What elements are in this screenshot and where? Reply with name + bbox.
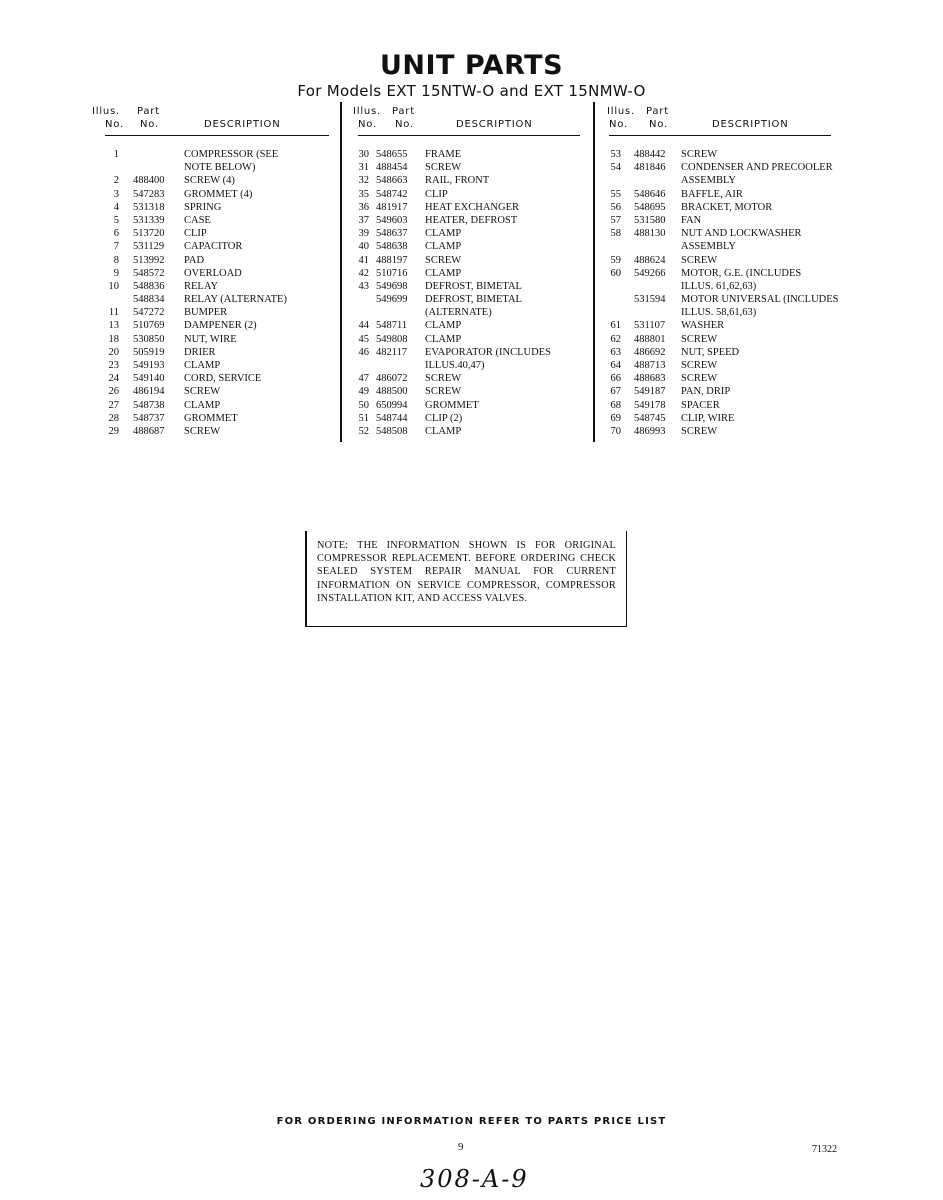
- parts-column-2: [353, 106, 580, 438]
- page-subtitle: For Models EXT 15NTW-O and EXT 15NMW-O: [297, 82, 646, 100]
- part-number: 548737: [133, 412, 165, 424]
- table-row: [105, 227, 329, 240]
- part-description: DEFROST, BIMETAL: [425, 294, 522, 306]
- part-number: 510769: [133, 320, 165, 332]
- part-number: 650994: [376, 399, 408, 411]
- part-description: SCREW: [425, 386, 462, 398]
- parts-column-1: [92, 106, 329, 438]
- table-row: [105, 425, 329, 438]
- part-number: 548638: [376, 241, 408, 253]
- part-number: 549266: [634, 267, 666, 279]
- illus-number: 52: [358, 425, 369, 437]
- part-description: CLAMP: [184, 360, 221, 371]
- table-row: [105, 214, 329, 227]
- table-row: [609, 319, 831, 332]
- illus-number: 4: [113, 201, 119, 213]
- table-row: [358, 267, 580, 280]
- part-number: 482117: [376, 346, 408, 358]
- part-number: 549187: [634, 386, 666, 398]
- table-row: [105, 306, 329, 319]
- part-description: NUT, SPEED: [681, 346, 740, 358]
- illus-number: 50: [358, 399, 369, 411]
- illus-number: 45: [358, 333, 369, 345]
- illus-number: 68: [610, 399, 621, 411]
- document-code: 71322: [812, 1144, 837, 1155]
- illus-number: 41: [358, 254, 369, 266]
- parts-column-3: [607, 106, 839, 438]
- part-number: 548834: [133, 294, 165, 306]
- table-row: [105, 148, 329, 161]
- table-row: [105, 188, 329, 201]
- table-row: [105, 359, 329, 372]
- table-row: [609, 399, 831, 412]
- illus-number: 20: [108, 346, 119, 358]
- part-description: NOTE BELOW): [184, 162, 256, 174]
- part-description: BRACKET, MOTOR: [681, 201, 773, 213]
- part-number: 531580: [634, 214, 666, 226]
- table-row: [609, 227, 831, 240]
- illus-no-header: No.: [105, 119, 125, 130]
- part-description: RAIL, FRONT: [425, 175, 490, 187]
- part-description: CLAMP: [184, 399, 221, 411]
- part-description: SCREW: [681, 254, 718, 266]
- part-description: CLAMP: [425, 267, 462, 279]
- illus-number: 10: [108, 280, 119, 292]
- description-header: DESCRIPTION: [712, 119, 789, 130]
- part-number: 549603: [376, 214, 408, 226]
- part-description: HEATER, DEFROST: [425, 214, 518, 226]
- table-row: [105, 293, 329, 306]
- part-description: SCREW: [681, 149, 718, 160]
- part-description: SCREW: [425, 162, 462, 174]
- parts-list: [609, 148, 839, 438]
- part-description: MOTOR, G.E. (INCLUDES: [681, 267, 802, 279]
- table-row: [105, 280, 329, 293]
- table-row: [358, 372, 580, 385]
- page-number: 9: [458, 1141, 464, 1153]
- table-row: [105, 372, 329, 385]
- part-number: 481846: [634, 162, 666, 174]
- part-description: (ALTERNATE): [425, 307, 492, 319]
- part-no-header: No.: [395, 119, 415, 130]
- table-row: [609, 267, 831, 280]
- part-number: 548663: [376, 175, 408, 187]
- illus-number: 57: [610, 214, 621, 226]
- part-description: CLAMP: [425, 333, 462, 345]
- parts-list: [105, 148, 329, 438]
- part-description: CLIP: [184, 228, 207, 240]
- part-description: PAD: [184, 254, 205, 266]
- part-number: 548836: [133, 280, 165, 292]
- table-row: [358, 359, 580, 372]
- illus-number: 53: [610, 149, 621, 160]
- part-number: 513720: [133, 228, 165, 240]
- part-number: 548711: [376, 320, 408, 332]
- illus-number: 63: [610, 346, 621, 358]
- table-row: [358, 188, 580, 201]
- illus-number: 23: [108, 360, 119, 371]
- part-number: 549193: [133, 360, 165, 371]
- illus-number: 49: [358, 386, 369, 398]
- table-row: [358, 161, 580, 174]
- part-description: SCREW: [681, 360, 718, 371]
- part-number: 486692: [634, 346, 666, 358]
- part-description: DEFROST, BIMETAL: [425, 280, 522, 292]
- table-row: [105, 174, 329, 187]
- table-row: [358, 399, 580, 412]
- illus-number: 56: [610, 201, 621, 213]
- parts-list: [358, 148, 580, 438]
- part-number: 549140: [133, 373, 165, 385]
- part-number: 548695: [634, 201, 666, 213]
- part-number: 486993: [634, 425, 666, 437]
- illus-number: 6: [113, 228, 119, 240]
- part-description: SCREW (4): [184, 175, 235, 187]
- part-number: 488624: [634, 254, 666, 266]
- illus-number: 29: [108, 425, 119, 437]
- part-number: 548745: [634, 412, 666, 424]
- part-description: DAMPENER (2): [184, 320, 257, 332]
- illus-number: 27: [108, 399, 119, 411]
- illus-number: 7: [113, 241, 119, 253]
- part-description: SCREW: [184, 425, 221, 437]
- table-row: [358, 385, 580, 398]
- part-description: CONDENSER AND PRECOOLER: [681, 162, 833, 174]
- table-row: [105, 319, 329, 332]
- part-description: NUT AND LOCKWASHER: [681, 228, 802, 240]
- part-description: EVAPORATOR (INCLUDES: [425, 346, 551, 358]
- table-row: [609, 359, 831, 372]
- illus-number: 67: [610, 386, 621, 398]
- illus-number: 35: [358, 188, 369, 200]
- part-number: 548738: [133, 399, 165, 411]
- illus-number: 40: [358, 241, 369, 253]
- illus-number: 44: [358, 320, 369, 332]
- illus-no-header: No.: [609, 119, 629, 130]
- illus-number: 31: [358, 162, 369, 174]
- table-row: [105, 161, 329, 174]
- part-description: PAN, DRIP: [681, 386, 731, 398]
- illus-number: 3: [113, 188, 119, 200]
- part-number: 531107: [634, 320, 666, 332]
- page-title: UNIT PARTS: [379, 50, 564, 81]
- table-row: [358, 425, 580, 438]
- table-row: [609, 240, 831, 253]
- illus-number: 51: [358, 412, 369, 424]
- part-number: 531339: [133, 214, 165, 226]
- illus-number: 58: [610, 228, 621, 240]
- part-description: CASE: [184, 214, 211, 226]
- table-row: [105, 267, 329, 280]
- illus-number: 64: [610, 360, 621, 371]
- part-description: CLAMP: [425, 241, 462, 253]
- part-number: 548646: [634, 188, 666, 200]
- part-number: 505919: [133, 346, 165, 358]
- illus-number: 70: [610, 425, 621, 437]
- part-number: 488500: [376, 386, 408, 398]
- table-row: [358, 306, 580, 319]
- part-description: NUT, WIRE: [184, 333, 237, 345]
- part-number: 547272: [133, 307, 165, 319]
- table-row: [358, 333, 580, 346]
- illus-number: 36: [358, 201, 369, 213]
- part-number: 549808: [376, 333, 408, 345]
- part-number: 531129: [133, 241, 165, 253]
- column-divider: [593, 102, 595, 442]
- part-description: SPACER: [681, 399, 720, 411]
- part-description: ILLUS. 58,61,63): [681, 307, 757, 319]
- part-number: 488454: [376, 162, 408, 174]
- part-number: 513992: [133, 254, 165, 266]
- part-header: Part: [646, 106, 669, 117]
- part-description: HEAT EXCHANGER: [425, 201, 520, 213]
- table-row: [105, 346, 329, 359]
- part-number: 488687: [133, 425, 165, 437]
- part-description: BAFFLE, AIR: [681, 188, 743, 200]
- table-row: [609, 161, 831, 174]
- table-row: [358, 346, 580, 359]
- part-number: 486072: [376, 373, 408, 385]
- part-number: 548508: [376, 425, 408, 437]
- table-row: [609, 306, 831, 319]
- part-description: CORD, SERVICE: [184, 373, 262, 385]
- illus-no-header: No.: [358, 119, 378, 130]
- part-number: 488130: [634, 228, 666, 240]
- part-number: 488683: [634, 373, 666, 385]
- part-description: RELAY (ALTERNATE): [184, 294, 287, 306]
- part-description: CLIP (2): [425, 412, 463, 424]
- part-description: WASHER: [681, 320, 725, 332]
- table-row: [609, 280, 831, 293]
- illus-number: 2: [113, 175, 119, 187]
- part-no-header: No.: [140, 119, 160, 130]
- part-description: ILLUS. 61,62,63): [681, 280, 757, 292]
- part-header: Part: [392, 106, 415, 117]
- part-description: GROMMET: [425, 399, 479, 411]
- table-row: [609, 346, 831, 359]
- part-description: CLIP, WIRE: [681, 412, 735, 424]
- part-number: 510716: [376, 267, 408, 279]
- part-description: SCREW: [425, 373, 462, 385]
- table-row: [609, 385, 831, 398]
- illus-number: 42: [358, 267, 369, 279]
- part-description: MOTOR UNIVERSAL (INCLUDES: [681, 294, 839, 306]
- table-row: [105, 333, 329, 346]
- part-number: 488442: [634, 149, 666, 160]
- table-row: [609, 425, 831, 438]
- part-number: 549699: [376, 294, 408, 306]
- part-description: GROMMET (4): [184, 188, 253, 200]
- illus-number: 5: [113, 214, 119, 226]
- illus-number: 24: [108, 373, 119, 385]
- illus-number: 37: [358, 214, 369, 226]
- part-number: 488400: [133, 175, 165, 187]
- table-row: [609, 148, 831, 161]
- illus-number: 47: [358, 373, 369, 385]
- table-row: [358, 254, 580, 267]
- illus-number: 54: [610, 162, 621, 174]
- part-header: Part: [137, 106, 160, 117]
- column-divider: [340, 102, 342, 442]
- part-number: 530850: [133, 333, 165, 345]
- part-description: SCREW: [681, 373, 718, 385]
- part-number: 549178: [634, 399, 666, 411]
- part-description: FRAME: [425, 149, 462, 160]
- table-row: [358, 227, 580, 240]
- table-row: [609, 333, 831, 346]
- compressor-note: NOTE: THE INFORMATION SHOWN IS FOR ORIGINAL COMPRESSOR REPLACEMENT. BEFORE ORDERING CHECK SEALED SYSTEM REPAIR MANUAL FOR CURRENT INFORMATION ON SERVICE COMPRESSOR, COMPRESSOR INSTALLATION KIT, AND ACCESS VALVES.: [305, 531, 627, 627]
- table-row: [358, 280, 580, 293]
- part-description: FAN: [681, 214, 702, 226]
- part-description: OVERLOAD: [184, 267, 242, 279]
- table-row: [609, 293, 839, 306]
- part-number: 548742: [376, 188, 408, 200]
- table-row: [358, 412, 580, 425]
- illus-number: 69: [610, 412, 621, 424]
- table-row: [358, 174, 580, 187]
- part-number: 488197: [376, 254, 408, 266]
- table-row: [358, 240, 580, 253]
- part-description: SPRING: [184, 201, 222, 213]
- part-number: 481917: [376, 201, 408, 213]
- table-row: [609, 201, 831, 214]
- handwritten-reference: 308-A-9: [420, 1165, 529, 1193]
- illus-number: 26: [108, 386, 119, 398]
- illus-number: 9: [113, 267, 119, 279]
- illus-header: Illus.: [607, 106, 636, 117]
- table-row: [609, 412, 831, 425]
- part-description: RELAY: [184, 280, 219, 292]
- illus-number: 18: [108, 333, 119, 345]
- illus-number: 1: [113, 149, 119, 160]
- illus-number: 43: [358, 280, 369, 292]
- part-description: CLIP: [425, 188, 448, 200]
- part-number: 488713: [634, 360, 666, 371]
- illus-number: 61: [610, 320, 621, 332]
- table-row: [609, 174, 831, 187]
- illus-header: Illus.: [92, 106, 121, 117]
- part-description: COMPRESSOR (SEE: [184, 149, 279, 160]
- part-number: 548744: [376, 412, 408, 424]
- part-description: CAPACITOR: [184, 241, 243, 253]
- table-row: [358, 214, 580, 227]
- part-number: 549698: [376, 280, 408, 292]
- illus-number: 30: [358, 149, 369, 160]
- part-number: 531318: [133, 201, 165, 213]
- illus-number: 28: [108, 412, 119, 424]
- part-description: SCREW: [681, 425, 718, 437]
- table-row: [609, 188, 831, 201]
- part-number: 488801: [634, 333, 666, 345]
- table-row: [105, 240, 329, 253]
- part-number: 548572: [133, 267, 165, 279]
- part-no-header: No.: [649, 119, 669, 130]
- part-description: CLAMP: [425, 320, 462, 332]
- part-number: 531594: [634, 294, 666, 306]
- table-row: [358, 293, 580, 306]
- part-description: ILLUS.40,47): [425, 360, 485, 371]
- illus-number: 13: [108, 320, 119, 332]
- part-description: DRIER: [184, 346, 216, 358]
- illus-header: Illus.: [353, 106, 382, 117]
- table-row: [105, 412, 329, 425]
- table-row: [105, 399, 329, 412]
- table-row: [358, 148, 580, 161]
- part-number: 548637: [376, 228, 408, 240]
- part-description: ASSEMBLY: [681, 175, 736, 187]
- illus-number: 66: [610, 373, 621, 385]
- part-description: SCREW: [681, 333, 718, 345]
- part-number: 548655: [376, 149, 408, 160]
- part-description: BUMPER: [184, 307, 228, 319]
- ordering-footer: FOR ORDERING INFORMATION REFER TO PARTS PRICE LIST: [276, 1116, 667, 1127]
- part-description: GROMMET: [184, 412, 238, 424]
- table-row: [609, 372, 831, 385]
- part-description: CLAMP: [425, 425, 462, 437]
- part-number: 486194: [133, 386, 165, 398]
- part-description: ASSEMBLY: [681, 241, 736, 253]
- part-number: 547283: [133, 188, 165, 200]
- illus-number: 59: [610, 254, 621, 266]
- table-row: [358, 319, 580, 332]
- illus-number: 62: [610, 333, 621, 345]
- table-row: [105, 201, 329, 214]
- table-row: [105, 254, 329, 267]
- illus-number: 39: [358, 228, 369, 240]
- table-row: [358, 201, 580, 214]
- illus-number: 60: [610, 267, 621, 279]
- description-header: DESCRIPTION: [204, 119, 281, 130]
- illus-number: 55: [610, 188, 621, 200]
- table-row: [609, 214, 831, 227]
- description-header: DESCRIPTION: [456, 119, 533, 130]
- illus-number: 8: [113, 254, 119, 266]
- part-description: SCREW: [425, 254, 462, 266]
- illus-number: 32: [358, 175, 369, 187]
- illus-number: 46: [358, 346, 369, 358]
- part-description: SCREW: [184, 386, 221, 398]
- table-row: [105, 385, 329, 398]
- illus-number: 11: [108, 307, 119, 319]
- table-row: [609, 254, 831, 267]
- part-description: CLAMP: [425, 228, 462, 240]
